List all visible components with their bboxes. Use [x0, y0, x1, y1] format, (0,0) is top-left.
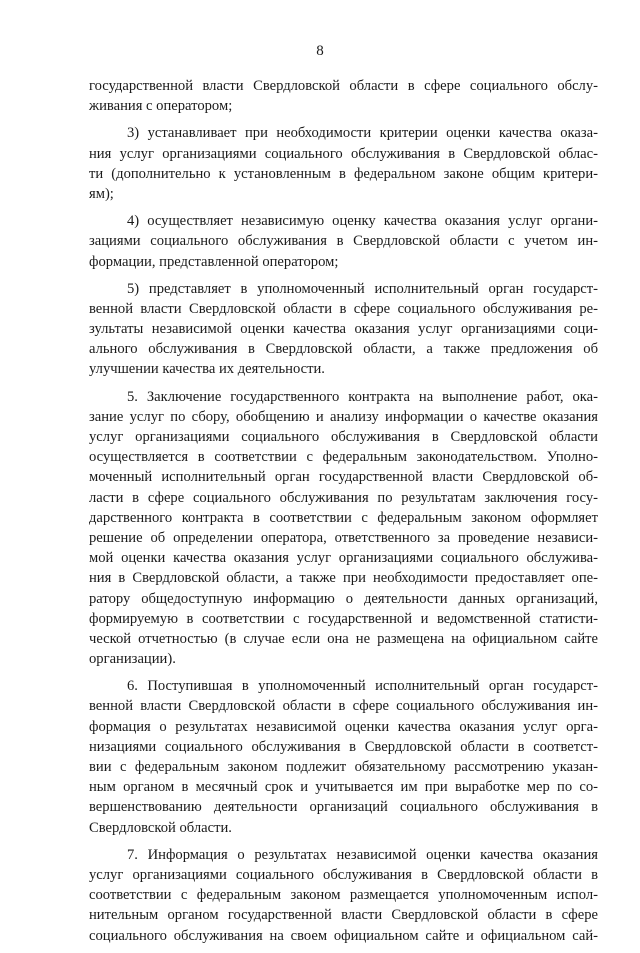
text-line: низациями социального обслуживания в Свердловской области в соответст-	[89, 738, 598, 755]
text-line: нительным органом государственной власти Свердловской области в сфере	[89, 907, 598, 924]
text-line: 7. Информация о результатах независимой оценки качества оказания	[127, 846, 598, 863]
text-line: живания с оператором;	[89, 98, 233, 115]
text-line: венной власти Свердловской области в сфере социального обслуживания ин-	[89, 698, 598, 715]
text-line: 5. Заключение государственного контракта на выполнение работ, ока-	[127, 388, 598, 405]
paragraph	[89, 387, 598, 670]
text-line: вии с федеральным законом подлежит обязательному рассмотрению указан-	[89, 759, 598, 775]
text-line: дарственного контракта в соответствии с федеральным законом оформляет	[89, 509, 598, 526]
text-line: 3) устанавливает при необходимости критерии оценки качества оказа-	[127, 125, 598, 142]
text-line: осуществляется в соответствии с федеральным законодательством. Уполно-	[89, 449, 598, 466]
text-line: ти (дополнительно к установленным в федеральном законе общим критери-	[89, 165, 598, 182]
paragraph	[89, 845, 598, 946]
text-line: ния услуг организациями социального обслуживания в Свердловской облас-	[89, 145, 598, 162]
text-line: ального обслуживания в Свердловской области, а также предложения об	[89, 341, 598, 358]
text-line: социального обслуживания на своем официальном сайте и официальном сай-	[89, 927, 598, 944]
page-number: 8	[316, 43, 324, 59]
text-line: улучшении качества их деятельности.	[89, 361, 325, 378]
text-line: 4) осуществляет независимую оценку качества оказания услуг органи-	[127, 213, 598, 230]
text-line: ратору общедоступную информацию о деятельности данных организаций,	[89, 590, 598, 607]
text-line: венной власти Свердловской области в сфере социального обслуживания ре-	[89, 300, 598, 317]
paragraph	[89, 211, 598, 272]
text-line: моченный исполнительный орган государственной власти Свердловской об-	[89, 469, 598, 486]
text-line: ния в Свердловской области, а также при необходимости предоставляет опе-	[89, 570, 598, 587]
text-line: формация о результатах независимой оценки качества оказания услуг орга-	[89, 718, 598, 735]
text-line: мой оценки качества оказания услуг организациями социального обслужива-	[89, 550, 598, 567]
text-line: услуг организациями социального обслуживания в Свердловской области в	[89, 866, 598, 883]
document-body	[89, 76, 598, 953]
text-line: государственной власти Свердловской области в сфере социального обслу-	[89, 78, 598, 94]
text-line: формируемую в соответствии с государственной и ведомственной статисти-	[89, 610, 598, 627]
text-line: зациями социального обслуживания в Свердловской области с учетом ин-	[89, 233, 598, 250]
paragraph	[89, 123, 598, 204]
text-line: вершенствованию деятельности организаций социального обслуживания в	[89, 799, 598, 816]
text-line: ным органом в месячный срок и учитывается им при выработке мер по со-	[89, 779, 598, 796]
text-line: ям);	[89, 185, 114, 202]
text-line: соответствии с федеральным законом размещается уполномоченным испол-	[89, 887, 598, 904]
text-line: 5) представляет в уполномоченный исполнительный орган государст-	[127, 280, 598, 297]
text-line: зание услуг по сбору, обобщению и анализу информации о качестве оказания	[89, 408, 598, 425]
text-line: ческой отчетностью (в случае если она не размещена на официальном сайте	[89, 630, 598, 647]
paragraph	[89, 279, 598, 380]
text-line: формации, представленной оператором;	[89, 253, 339, 270]
paragraph	[89, 76, 598, 116]
text-line: ласти в сфере социального обслуживания по результатам заключения госу-	[89, 489, 598, 506]
text-line: Свердловской области.	[89, 819, 232, 836]
text-line: услуг организациями социального обслуживания в Свердловской области	[89, 429, 598, 445]
text-line: организации).	[89, 651, 176, 668]
text-line: решение об определении оператора, ответственного за проведение независи-	[89, 529, 598, 546]
text-line: 6. Поступившая в уполномоченный исполнительный орган государст-	[127, 678, 598, 695]
text-line: зультаты независимой оценки качества оказания услуг организациями соци-	[89, 321, 598, 338]
paragraph	[89, 676, 598, 838]
